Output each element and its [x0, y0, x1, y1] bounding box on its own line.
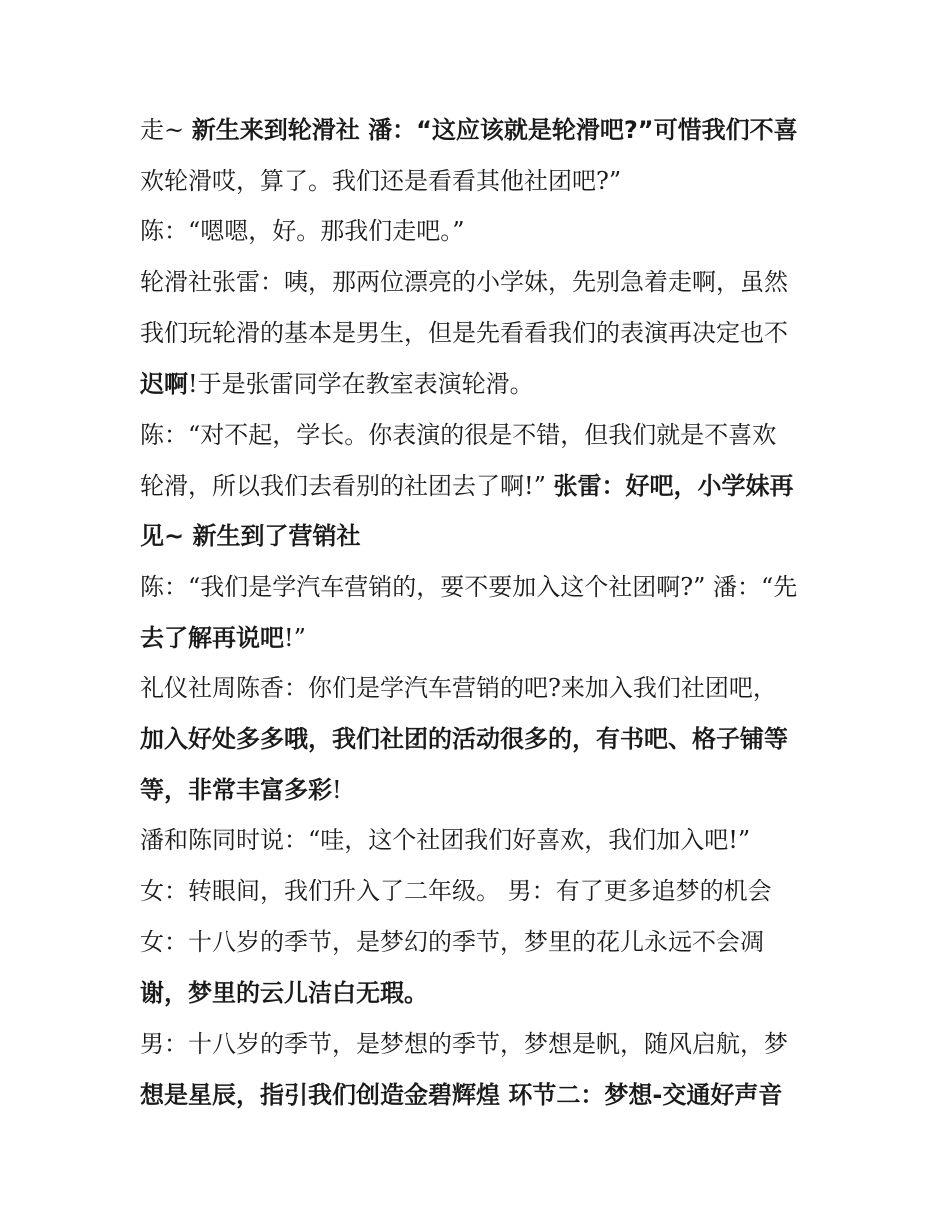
text-line — [140, 825, 750, 856]
text-segment: 轮滑，所以我们去看别的社团去了啊!” — [140, 472, 554, 500]
text-segment: 女：十八岁的季节，是梦幻的季节，梦里的花儿永远不会凋 — [140, 928, 764, 956]
text-segment: 陈：“我们是学汽车营销的，要不要加入这个社团啊?” 潘：“先 — [140, 573, 798, 601]
text-segment: 想是星辰，指引我们创造金碧辉煌 环节二：梦想-交通好声音 — [140, 1081, 783, 1109]
text-segment: 迟啊 — [140, 370, 188, 398]
text-segment: 我们玩轮滑的基本是男生，但是先看看我们的表演再决定也不 — [140, 319, 788, 347]
text-segment: !” — [284, 624, 306, 652]
text-line — [140, 166, 621, 197]
text-line — [140, 369, 534, 400]
text-line — [140, 623, 306, 654]
text-line — [140, 724, 788, 755]
text-line — [140, 115, 798, 146]
text-line — [140, 1080, 782, 1111]
text-line — [140, 1029, 788, 1060]
text-line — [140, 420, 776, 451]
text-line — [140, 572, 797, 603]
text-line — [140, 876, 772, 907]
text-line — [140, 775, 342, 806]
text-segment: 谢，梦里的云儿洁白无瑕。 — [140, 979, 428, 1007]
text-line — [140, 927, 764, 958]
text-segment: !于是张雷同学在教室表演轮滑。 — [188, 370, 534, 398]
text-line — [140, 978, 428, 1009]
text-segment: 潘和陈同时说：“哇，这个社团我们好喜欢，我们加入吧!” — [140, 826, 751, 854]
text-line — [140, 318, 788, 349]
text-segment: 张雷：好吧，小学妹再 — [553, 472, 794, 500]
text-line — [140, 673, 777, 704]
text-segment: 轮滑社张雷：咦，那两位漂亮的小学妹，先别急着走啊，虽然 — [140, 268, 788, 296]
text-line — [140, 267, 788, 298]
text-segment: 见~ 新生到了营销社 — [140, 522, 361, 550]
text-segment: 去了解再说吧 — [140, 624, 284, 652]
text-line — [140, 471, 794, 502]
text-segment: 男：十八岁的季节，是梦想的季节，梦想是帆，随风启航，梦 — [140, 1030, 788, 1058]
text-segment: 加入好处多多哦，我们社团的活动很多的，有书吧、格子铺等 — [140, 725, 788, 753]
text-segment: 礼仪社周陈香：你们是学汽车营销的吧?来加入我们社团吧， — [140, 674, 777, 702]
text-segment: 女：转眼间，我们升入了二年级。 男：有了更多追梦的机会 — [140, 877, 772, 905]
text-segment: ! — [332, 776, 342, 804]
text-segment: 等，非常丰富多彩 — [140, 776, 332, 804]
text-segment: 新生来到轮滑社 潘：“这应该就是轮滑吧?”可惜我们不喜 — [191, 116, 798, 144]
text-segment: 走~ — [140, 116, 192, 144]
text-line — [140, 216, 465, 247]
text-segment: 欢轮滑哎，算了。我们还是看看其他社团吧?” — [140, 167, 622, 195]
text-segment: 陈：“嗯嗯，好。那我们走吧。” — [140, 217, 465, 245]
text-segment: 陈：“对不起，学长。你表演的很是不错，但我们就是不喜欢 — [140, 421, 777, 449]
text-line — [140, 521, 360, 552]
